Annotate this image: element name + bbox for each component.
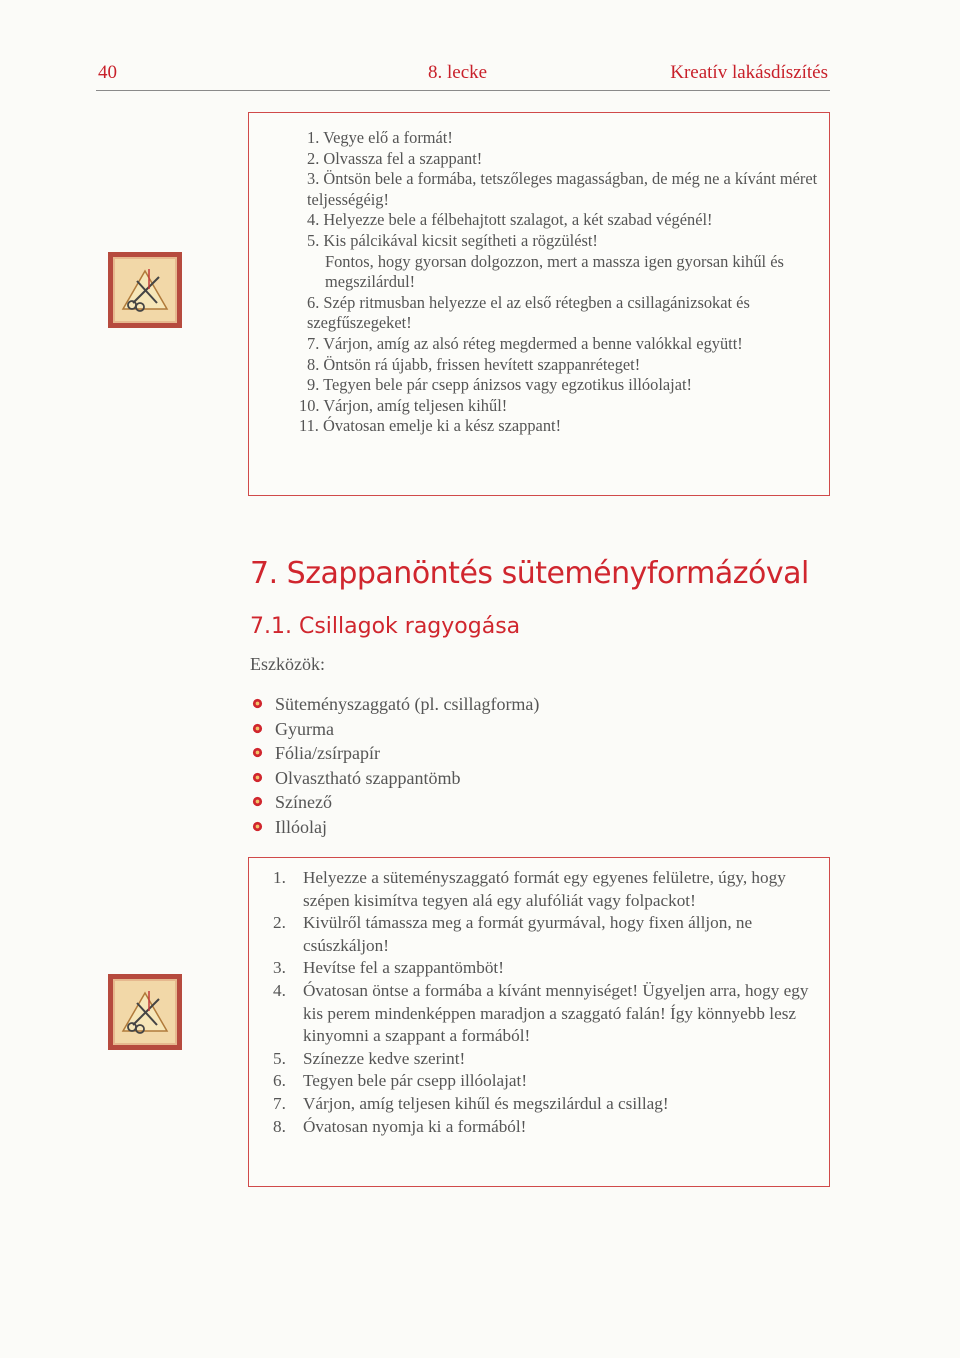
list-item: Fólia/zsírpapír bbox=[250, 741, 539, 766]
lesson-label: 8. lecke bbox=[428, 62, 488, 83]
list-item: 11. Óvatosan emelje ki a kész szappant! bbox=[299, 416, 562, 436]
list-item: 1. Helyezze a süteményszaggató formát egy egyenes felületre, úgy, hogy szépen kisimítva tegyen alá egy alufóliát vagy folpackot! bbox=[273, 868, 786, 910]
list-item: 6. Tegyen bele pár csepp illóolajat! bbox=[273, 1071, 528, 1091]
instructions-box-1 bbox=[248, 112, 830, 496]
list-item: Süteményszaggató (pl. csillagforma) bbox=[250, 692, 539, 717]
list-item: 3. Öntsön bele a formába, tetszőleges magasságban, de még ne a kívánt méret teljességéig! bbox=[307, 169, 818, 209]
flower-bullet-icon bbox=[252, 772, 263, 783]
section-title: 7. Szappanöntés süteményformázóval bbox=[250, 556, 809, 591]
flower-bullet-icon bbox=[252, 821, 263, 832]
flower-bullet-icon bbox=[252, 747, 263, 758]
list-item: 10. Várjon, amíg teljesen kihűl! bbox=[299, 395, 508, 415]
tools-list bbox=[250, 692, 539, 839]
list-item: 4. Óvatosan öntse a formába a kívánt mennyiséget! Ügyeljen arra, hogy egy kis perem mindenképpen maradjon a szaggató falán! Így könnyebb lesz kinyomni a szappant a formából! bbox=[273, 980, 809, 1046]
scissors-icon bbox=[108, 974, 182, 1050]
list-item: 2. Olvassza fel a szappant! bbox=[307, 148, 483, 168]
list-item: 7. Várjon, amíg az alsó réteg megdermed a benne valókkal együtt! bbox=[307, 333, 743, 353]
chapter-title: Kreatív lakásdíszítés bbox=[670, 62, 828, 83]
scissors-icon bbox=[108, 252, 182, 328]
list-item: Színező bbox=[250, 790, 539, 815]
steps-list-2 bbox=[273, 867, 813, 1138]
list-item: 3. Hevítse fel a szappantömböt! bbox=[273, 958, 504, 978]
list-item: Illóolaj bbox=[250, 815, 539, 840]
page-number: 40 bbox=[98, 62, 117, 83]
list-item: 7. Várjon, amíg teljesen kihűl és megszilárdul a csillag! bbox=[273, 1093, 669, 1113]
list-item: 5. Színezze kedve szerint! bbox=[273, 1048, 466, 1068]
list-item: 8. Öntsön rá újabb, frissen hevített szappanréteget! bbox=[307, 354, 641, 374]
list-item: 1. Vegye elő a formát! bbox=[307, 128, 453, 147]
flower-bullet-icon bbox=[252, 698, 263, 709]
list-item: Gyurma bbox=[250, 717, 539, 742]
subsection-title: 7.1. Csillagok ragyogása bbox=[250, 614, 521, 639]
list-item: 8. Óvatosan nyomja ki a formából! bbox=[273, 1116, 527, 1136]
list-item: 5. Kis pálcikával kicsit segítheti a rögzülést! bbox=[307, 230, 598, 250]
steps-list-1 bbox=[287, 128, 819, 437]
list-item: 6. Szép ritmusban helyezze el az első rétegben a csillagánizsokat és szegfűszegeket! bbox=[307, 292, 750, 333]
list-item: 4. Helyezze bele a félbehajtott szalagot, a két szabad végénél! bbox=[307, 210, 713, 230]
list-item-note: Fontos, hogy gyorsan dolgozzon, mert a massza igen gyorsan kihűl és megszilárdul! bbox=[325, 251, 784, 292]
list-item: 9. Tegyen bele pár csepp ánizsos vagy egzotikus illóolajat! bbox=[307, 375, 692, 395]
page-header bbox=[96, 58, 830, 91]
list-item: 2. Kivülről támassza meg a formát gyurmával, hogy fixen álljon, ne csúszkáljon! bbox=[273, 913, 753, 955]
flower-bullet-icon bbox=[252, 796, 263, 807]
instructions-box-2 bbox=[248, 857, 830, 1187]
list-item: Olvasztható szappantömb bbox=[250, 766, 539, 791]
tools-label: Eszközök: bbox=[250, 654, 325, 674]
flower-bullet-icon bbox=[252, 723, 263, 734]
